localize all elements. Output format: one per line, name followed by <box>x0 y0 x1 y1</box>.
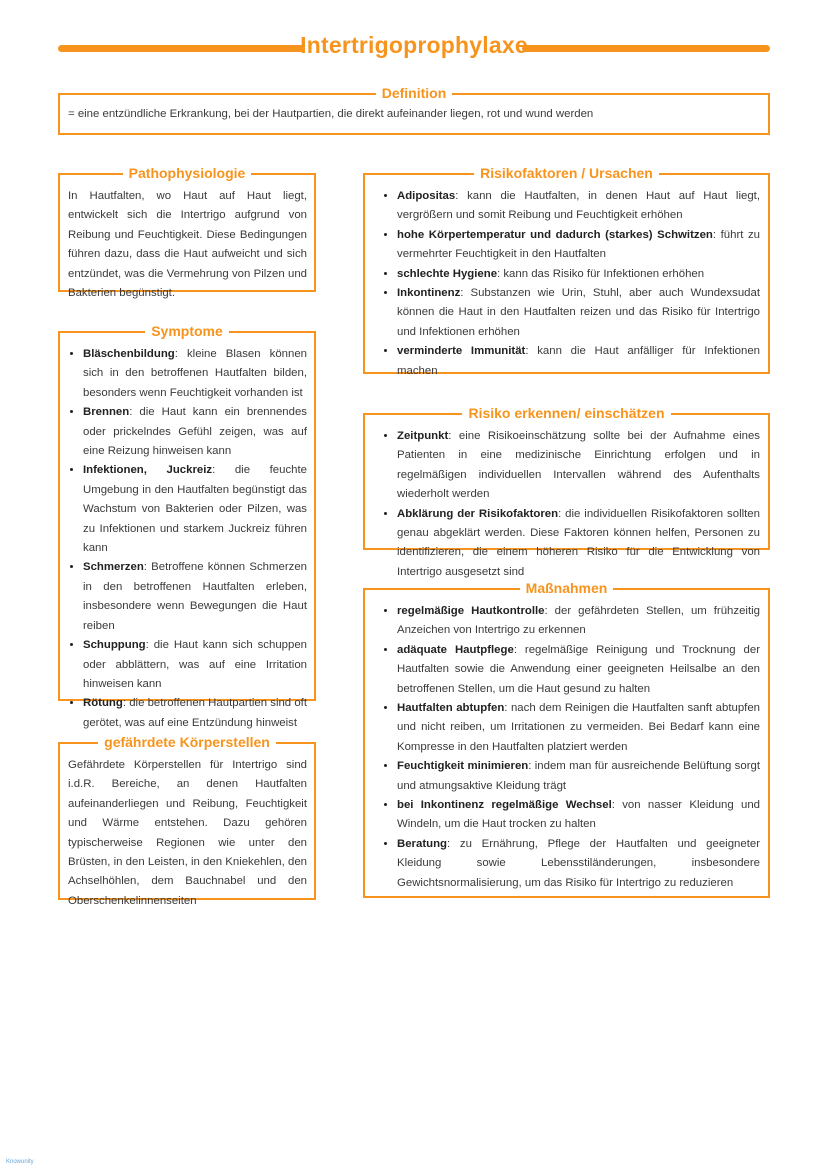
pathophysiologie-heading: Pathophysiologie <box>60 163 314 185</box>
risikofaktor-item: • verminderte Immunität: kann die Haut anfälliger für Infektionen machen <box>397 342 760 381</box>
symptom-item: • Brennen: die Haut kann ein brennendes oder prickelndes Gefühl zeigen, was auf eine Reizung hinweisen kann <box>83 403 307 461</box>
pathophysiologie-text: In Hautfalten, wo Haut auf Haut liegt, entwickelt sich die Intertrigo aufgrund von Reibung und Feuchtigkeit. Diese Bedingungen führen dazu, dass die Haut aufweicht und sich entzündet, was die Vermehrung von Pilzen und Bakterien begünstigt. <box>68 190 307 300</box>
massnahme-item: • Hautfalten abtupfen: nach dem Reinigen die Hautfalten sanft abtupfen und nicht reiben, um Irritationen zu vermeiden. Bei Bedarf kann eine Kompresse in den Hautfalten platziert werden <box>397 699 760 757</box>
symptome-box <box>58 323 316 729</box>
massnahme-item: • Feuchtigkeit minimieren: indem man für ausreichende Belüftung sorgt und atmungsaktive Kleidung trägt <box>397 757 760 796</box>
risikofaktoren-list <box>379 187 760 381</box>
knowunity-logo: Knowunity <box>6 1159 34 1165</box>
definition-box <box>58 85 770 135</box>
risiko-erkennen-item: • Abklärung der Risikofaktoren: die individuellen Risikofaktoren sollten genau abgeklärt werden. Diese Faktoren können helfen, Personen zu identifizieren, die einem höheren Risiko für die Entwicklung von Intertrigo ausgesetzt sind <box>397 505 760 583</box>
massnahmen-heading: Maßnahmen <box>365 578 768 600</box>
risiko-erkennen-list <box>379 427 760 582</box>
koerperstellen-box <box>58 734 316 907</box>
definition-heading: Definition <box>60 83 768 105</box>
massnahme-item: • adäquate Hautpflege: regelmäßige Reinigung und Trocknung der Hautfalten sowie die Anwendung einer geeigneten Heilsalbe an den betroffenen Stellen, um die Haut gesund zu halten <box>397 641 760 699</box>
title-row <box>58 32 770 66</box>
pathophysiologie-box <box>58 165 316 300</box>
risiko-erkennen-heading: Risiko erkennen/ einschätzen <box>365 403 768 425</box>
symptom-item: • Rötung: die betroffenen Hautpartien sind oft gerötet, was auf eine Entzündung hinweist <box>83 694 307 733</box>
risikofaktor-item: • Inkontinenz: Substanzen wie Urin, Stuhl, aber auch Wundexsudat können die Haut in den Hautfalten reizen und das Risiko für Intertrigo und Infektionen erhöhen <box>397 284 760 342</box>
symptom-item: • Schuppung: die Haut kann sich schuppen oder abblättern, was auf eine Irritation hinweisen kann <box>83 636 307 694</box>
risikofaktoren-box <box>363 165 770 377</box>
page-title: Intertrigoprophylaxe <box>300 32 528 58</box>
koerperstellen-heading: gefährdete Körperstellen <box>60 732 314 754</box>
definition-text: = eine entzündliche Erkrankung, bei der Hautpartien, die direkt aufeinander liegen, rot und wund werden <box>68 108 594 120</box>
risikofaktor-item: • schlechte Hygiene: kann das Risiko für Infektionen erhöhen <box>397 265 760 284</box>
symptom-item: • Schmerzen: Betroffene können Schmerzen in den betroffenen Hautfalten erleben, insbesondere wenn Bewegungen die Haut reiben <box>83 558 307 636</box>
massnahme-item: • bei Inkontinenz regelmäßige Wechsel: von nasser Kleidung und Windeln, um die Haut trocken zu halten <box>397 796 760 835</box>
massnahmen-box <box>363 580 770 898</box>
koerperstellen-text: Gefährdete Körperstellen für Intertrigo sind i.d.R. Bereiche, an denen Hautfalten aufeinanderliegen und Reibung, Feuchtigkeit und Wärme entstehen. Dazu gehören typischerweise Regionen wie unter den Brüsten, in den Leisten, in den Kniekehlen, den Achselhöhlen, dem Bauchnabel und den Oberschenkelinnenseiten <box>68 759 307 907</box>
massnahme-item: • Beratung: zu Ernährung, Pflege der Hautfalten und geeigneter Kleidung sowie Lebensstiländerungen, insbesondere Gewichtsnormalisierung, um das Risiko für Intertrigo zu reduzieren <box>397 835 760 893</box>
symptome-list <box>65 345 307 733</box>
risikofaktor-item: • Adipositas: kann die Hautfalten, in denen Haut auf Haut liegt, vergrößern und somit Reibung und Feuchtigkeit erhöhen <box>397 187 760 226</box>
symptom-item: • Infektionen, Juckreiz: die feuchte Umgebung in den Hautfalten begünstigt das Wachstum von Bakterien oder Pilzen, was zu Infektionen und starkem Juckreiz führen kann <box>83 461 307 558</box>
risiko-erkennen-box <box>363 405 770 578</box>
risikofaktoren-heading: Risikofaktoren / Ursachen <box>365 163 768 185</box>
symptome-heading: Symptome <box>60 321 314 343</box>
massnahmen-list <box>379 602 760 893</box>
symptom-item: • Bläschenbildung: kleine Blasen können sich in den betroffenen Hautfalten bilden, besonders wenn Feuchtigkeit vorhanden ist <box>83 345 307 403</box>
massnahme-item: • regelmäßige Hautkontrolle: der gefährdeten Stellen, um frühzeitig Anzeichen von Intertrigo zu erkennen <box>397 602 760 641</box>
risikofaktor-item: • hohe Körpertemperatur und dadurch (starkes) Schwitzen: führt zu vermehrter Feuchtigkeit in den Hautfalten <box>397 226 760 265</box>
risiko-erkennen-item: • Zeitpunkt: eine Risikoeinschätzung sollte bei der Aufnahme eines Patienten in eine medizinische Einrichtung erfolgen und in regelmäßigen individuellen Intervallen während des Aufenthalts wiederholt werden <box>397 427 760 505</box>
